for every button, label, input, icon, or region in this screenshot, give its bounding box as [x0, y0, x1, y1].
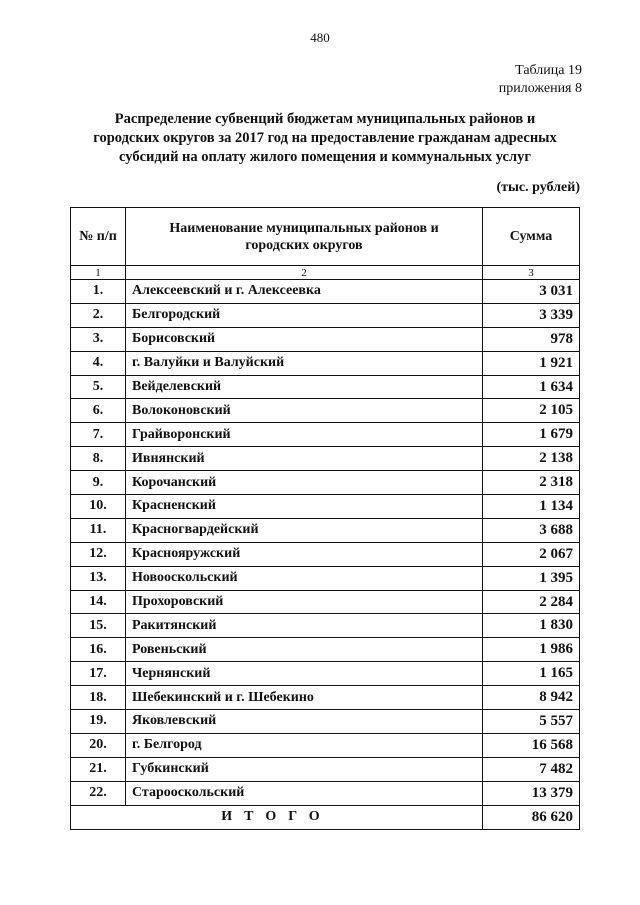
- row-sum: 13 379: [483, 781, 580, 805]
- table-row: [71, 590, 580, 614]
- total-label: ИТОГО: [71, 805, 483, 829]
- table-caption: [499, 62, 582, 98]
- row-name: Ивнянский: [126, 447, 483, 471]
- header-name-line: Наименование муниципальных районов и: [169, 220, 439, 236]
- row-name: Чернянский: [126, 662, 483, 686]
- row-number: 2.: [71, 303, 126, 327]
- row-sum: 8 942: [483, 686, 580, 710]
- table-row: [71, 399, 580, 423]
- row-sum: 978: [483, 327, 580, 351]
- row-number: 13.: [71, 566, 126, 590]
- header-number: № п/п: [71, 208, 126, 266]
- row-number: 1.: [71, 280, 126, 304]
- row-sum: 2 138: [483, 447, 580, 471]
- page-number: 480: [310, 30, 330, 45]
- row-name: Красногвардейский: [126, 518, 483, 542]
- table-row: [71, 303, 580, 327]
- row-name: Прохоровский: [126, 590, 483, 614]
- row-name: Краснояружский: [126, 542, 483, 566]
- row-sum: 1 679: [483, 423, 580, 447]
- table-row: [71, 280, 580, 304]
- row-number: 8.: [71, 447, 126, 471]
- table-row: [71, 327, 580, 351]
- table-caption-line: приложения 8: [498, 81, 582, 96]
- row-sum: 2 067: [483, 542, 580, 566]
- row-name: Грайворонский: [126, 423, 483, 447]
- row-name: Борисовский: [126, 327, 483, 351]
- row-number: 18.: [71, 686, 126, 710]
- row-sum: 16 568: [483, 733, 580, 757]
- table-row: [71, 614, 580, 638]
- table-row: [71, 781, 580, 805]
- row-name: Алексеевский и г. Алексеевка: [126, 280, 483, 304]
- row-sum: 7 482: [483, 757, 580, 781]
- row-sum: 3 688: [483, 518, 580, 542]
- row-name: Белгородский: [126, 303, 483, 327]
- column-number: 2: [126, 266, 483, 280]
- row-sum: 1 634: [483, 375, 580, 399]
- row-sum: 1 395: [483, 566, 580, 590]
- table-row: [71, 495, 580, 519]
- title-line: субсидий на оплату жилого помещения и коммунальных услуг: [119, 149, 531, 165]
- row-number: 12.: [71, 542, 126, 566]
- table-header-row: [71, 208, 580, 266]
- row-sum: 1 921: [483, 351, 580, 375]
- column-number: 3: [483, 266, 580, 280]
- row-sum: 1 986: [483, 638, 580, 662]
- row-number: 7.: [71, 423, 126, 447]
- row-sum: 1 830: [483, 614, 580, 638]
- row-name: г. Валуйки и Валуйский: [126, 351, 483, 375]
- units-label: (тыс. рублей): [496, 180, 580, 195]
- row-number: 10.: [71, 495, 126, 519]
- title-line: городских округов за 2017 год на предоставление гражданам адресных: [93, 130, 557, 146]
- row-name: Красненский: [126, 495, 483, 519]
- table-row: [71, 638, 580, 662]
- row-name: Волоконовский: [126, 399, 483, 423]
- header-name: [126, 208, 483, 266]
- row-name: Старооскольский: [126, 781, 483, 805]
- row-sum: 3 031: [483, 280, 580, 304]
- table-row: [71, 375, 580, 399]
- row-name: Ровеньский: [126, 638, 483, 662]
- table-row: [71, 518, 580, 542]
- row-number: 6.: [71, 399, 126, 423]
- row-number: 22.: [71, 781, 126, 805]
- row-name: Новооскольский: [126, 566, 483, 590]
- table-row: [71, 710, 580, 734]
- row-number: 19.: [71, 710, 126, 734]
- row-number: 17.: [71, 662, 126, 686]
- table-row: [71, 662, 580, 686]
- column-number-row: [71, 266, 580, 280]
- row-number: 3.: [71, 327, 126, 351]
- row-number: 14.: [71, 590, 126, 614]
- row-name: Ракитянский: [126, 614, 483, 638]
- row-number: 20.: [71, 733, 126, 757]
- table-row: [71, 447, 580, 471]
- row-name: г. Белгород: [126, 733, 483, 757]
- title-line: Распределение субвенций бюджетам муниципальных районов и: [114, 111, 536, 127]
- row-name: Губкинский: [126, 757, 483, 781]
- row-sum: 1 134: [483, 495, 580, 519]
- row-name: Корочанский: [126, 471, 483, 495]
- row-number: 21.: [71, 757, 126, 781]
- document-title: [70, 110, 580, 167]
- table-row: [71, 566, 580, 590]
- header-name-line: городских округов: [245, 237, 363, 253]
- row-sum: 3 339: [483, 303, 580, 327]
- table-row: [71, 351, 580, 375]
- row-number: 9.: [71, 471, 126, 495]
- table-row: [71, 471, 580, 495]
- row-number: 16.: [71, 638, 126, 662]
- table-row: [71, 423, 580, 447]
- row-name: Яковлевский: [126, 710, 483, 734]
- row-sum: 5 557: [483, 710, 580, 734]
- distribution-table: [70, 207, 580, 830]
- table-body: [71, 280, 580, 806]
- table-row: [71, 757, 580, 781]
- total-row: [71, 805, 580, 829]
- table-caption-line: Таблица 19: [515, 63, 582, 78]
- table-row: [71, 542, 580, 566]
- row-sum: 2 105: [483, 399, 580, 423]
- column-number: 1: [71, 266, 126, 280]
- row-number: 4.: [71, 351, 126, 375]
- row-number: 11.: [71, 518, 126, 542]
- row-number: 15.: [71, 614, 126, 638]
- row-number: 5.: [71, 375, 126, 399]
- table-row: [71, 686, 580, 710]
- row-name: Вейделевский: [126, 375, 483, 399]
- row-sum: 2 318: [483, 471, 580, 495]
- table-row: [71, 733, 580, 757]
- total-sum: 86 620: [483, 805, 580, 829]
- row-sum: 1 165: [483, 662, 580, 686]
- row-sum: 2 284: [483, 590, 580, 614]
- header-sum: Сумма: [483, 208, 580, 266]
- row-name: Шебекинский и г. Шебекино: [126, 686, 483, 710]
